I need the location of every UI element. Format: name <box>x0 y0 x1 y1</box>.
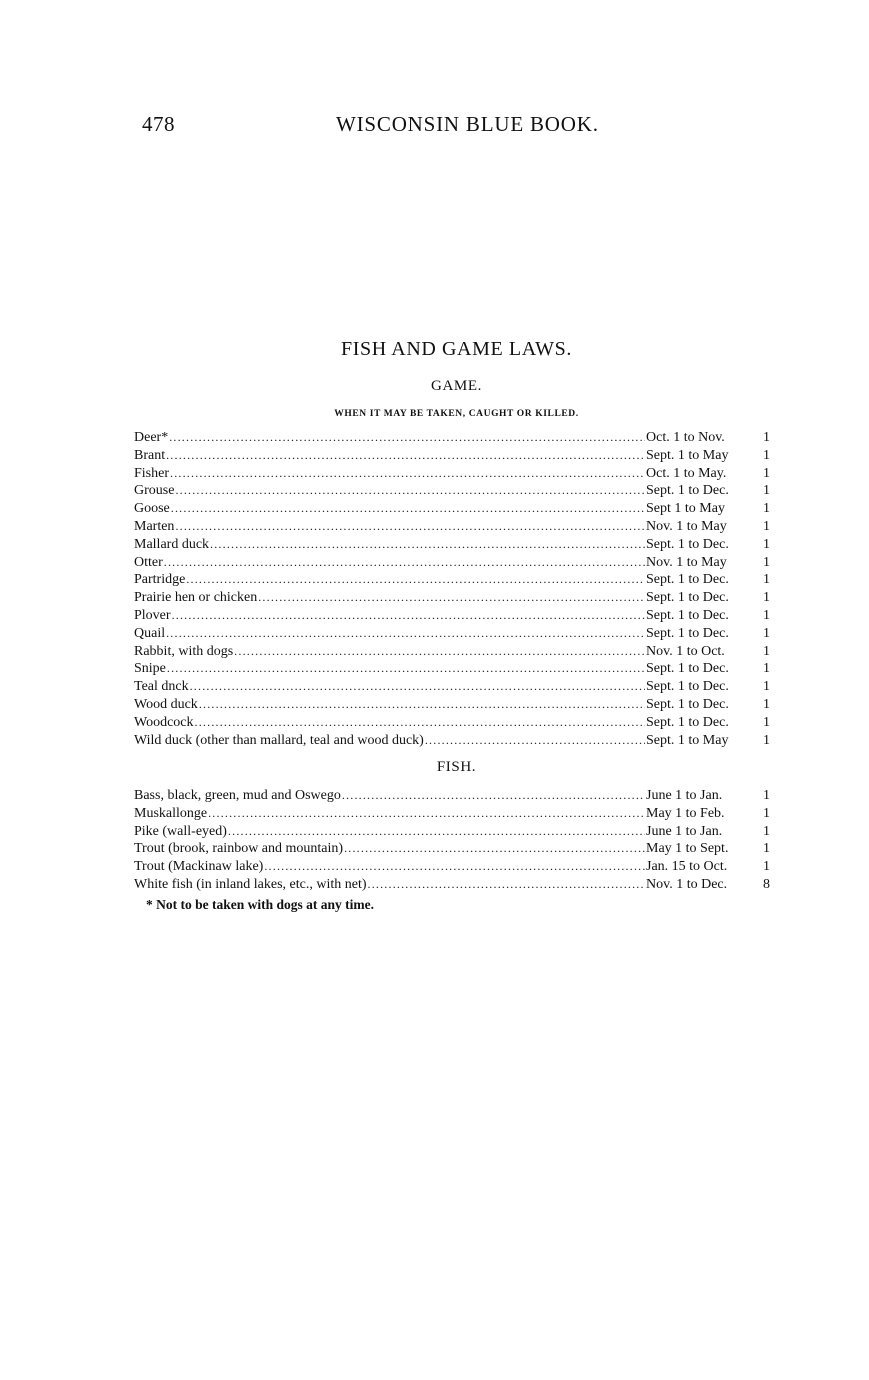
dot-leader <box>258 589 645 607</box>
dot-leader <box>175 482 645 500</box>
table-row <box>134 447 770 465</box>
fish-season: Nov. 1 to Dec. <box>646 876 728 892</box>
dot-leader <box>195 714 645 732</box>
game-count: 1 <box>763 607 770 623</box>
game-name: Mallard duck <box>134 536 210 552</box>
dot-leader <box>342 787 645 805</box>
game-count: 1 <box>763 661 770 677</box>
table-row <box>134 660 770 678</box>
game-name: Deer* <box>134 430 169 445</box>
game-season: Oct. 1 to May. <box>646 465 727 481</box>
game-season: Sept 1 to May <box>646 501 725 517</box>
fish-section-heading: FISH. <box>436 759 477 775</box>
table-row <box>134 571 770 589</box>
table-row <box>134 696 770 714</box>
table-row <box>134 643 770 661</box>
fish-count: 1 <box>763 823 770 839</box>
fish-count: 1 <box>763 788 770 803</box>
game-season: Sept. 1 to Dec. <box>646 536 729 552</box>
page-number: 478 <box>142 112 175 136</box>
dot-leader <box>210 536 645 554</box>
game-count: 1 <box>763 732 770 748</box>
game-count: 1 <box>763 590 770 606</box>
game-season: Nov. 1 to May <box>646 554 727 570</box>
table-row <box>134 536 770 554</box>
table-row <box>134 840 770 858</box>
game-count: 1 <box>763 536 770 552</box>
game-table <box>134 429 770 749</box>
game-name: Brant <box>134 447 166 463</box>
dot-leader <box>166 625 645 643</box>
game-count: 1 <box>763 696 770 712</box>
game-count: 1 <box>763 554 770 570</box>
game-season: Sept. 1 to May <box>646 732 729 748</box>
fish-count: 1 <box>763 805 770 821</box>
game-name: Snipe <box>134 661 166 677</box>
game-count: 1 <box>763 447 770 463</box>
game-season: Sept. 1 to May <box>646 447 729 463</box>
game-count: 1 <box>763 465 770 481</box>
fish-count: 1 <box>763 841 770 857</box>
dot-leader <box>175 518 645 536</box>
game-season: Sept. 1 to Dec. <box>646 625 729 641</box>
dot-leader <box>166 447 645 465</box>
fish-season: June 1 to Jan. <box>646 823 723 839</box>
dot-leader <box>171 500 645 518</box>
dot-leader <box>199 696 645 714</box>
dot-leader <box>170 465 645 483</box>
fish-name: Trout (brook, rainbow and mountain) <box>134 841 344 857</box>
dot-leader <box>228 823 645 841</box>
game-name: Plover <box>134 607 171 623</box>
dot-leader <box>425 732 645 750</box>
game-count: 1 <box>763 518 770 534</box>
dot-leader <box>172 607 645 625</box>
game-season: Nov. 1 to May <box>646 518 727 534</box>
dot-leader <box>167 660 645 678</box>
table-row <box>134 732 770 750</box>
game-count: 1 <box>763 714 770 730</box>
game-name: Wild duck (other than mallard, teal and wood duck) <box>134 732 424 748</box>
dot-leader <box>344 840 645 858</box>
fish-table <box>134 787 770 894</box>
fish-name: White fish (in inland lakes, etc., with net) <box>134 876 367 892</box>
game-count: 1 <box>763 625 770 641</box>
fish-name: Pike (wall-eyed) <box>134 823 227 839</box>
fish-name: Muskallonge <box>134 805 208 821</box>
table-row <box>134 518 770 536</box>
table-row <box>134 554 770 572</box>
fish-season: Jan. 15 to Oct. <box>646 859 728 875</box>
fish-name: Bass, black, green, mud and Oswego <box>134 788 341 803</box>
game-name: Marten <box>134 518 175 534</box>
game-name: Otter <box>134 554 163 570</box>
game-name: Prairie hen or chicken <box>134 590 258 606</box>
game-name: Wood duck <box>134 696 198 712</box>
game-count: 1 <box>763 483 770 499</box>
table-row <box>134 500 770 518</box>
game-name: Quail <box>134 625 166 641</box>
fish-count: 8 <box>763 876 770 892</box>
game-season: Nov. 1 to Oct. <box>646 643 725 659</box>
table-row <box>134 858 770 876</box>
game-count: 1 <box>763 501 770 517</box>
table-row <box>134 482 770 500</box>
game-name: Teal dnck <box>134 679 189 695</box>
table-row <box>134 876 770 894</box>
game-count: 1 <box>763 643 770 659</box>
dot-leader <box>234 643 645 661</box>
table-row <box>134 589 770 607</box>
game-name: Grouse <box>134 483 175 499</box>
game-name: Partridge <box>134 572 186 588</box>
fish-season: June 1 to Jan. <box>646 788 723 803</box>
dot-leader <box>264 858 645 876</box>
dot-leader <box>368 876 646 894</box>
game-name: Goose <box>134 501 170 517</box>
page-title: FISH AND GAME LAWS. <box>341 338 572 360</box>
game-name: Rabbit, with dogs <box>134 643 234 659</box>
game-subheading: WHEN IT MAY BE TAKEN, CAUGHT OR KILLED. <box>334 409 579 419</box>
game-season: Sept. 1 to Dec. <box>646 607 729 623</box>
fish-count: 1 <box>763 859 770 875</box>
dot-leader <box>169 429 645 447</box>
fish-name: Trout (Mackinaw lake) <box>134 859 264 875</box>
game-section-heading: GAME. <box>431 378 482 394</box>
running-head: WISCONSIN BLUE BOOK. <box>336 112 599 136</box>
table-row <box>134 607 770 625</box>
dot-leader <box>186 571 645 589</box>
game-name: Woodcock <box>134 714 194 730</box>
game-count: 1 <box>763 679 770 695</box>
game-count: 1 <box>763 572 770 588</box>
table-row <box>134 625 770 643</box>
game-season: Sept. 1 to Dec. <box>646 483 729 499</box>
game-season: Sept. 1 to Dec. <box>646 590 729 606</box>
table-row <box>134 429 770 447</box>
fish-season: May 1 to Sept. <box>646 841 729 857</box>
dot-leader <box>164 554 645 572</box>
table-row <box>134 465 770 483</box>
footnote: * Not to be taken with dogs at any time. <box>146 897 374 912</box>
game-season: Oct. 1 to Nov. <box>646 430 725 445</box>
dot-leader <box>190 678 645 696</box>
game-season: Sept. 1 to Dec. <box>646 679 729 695</box>
game-name: Fisher <box>134 465 169 481</box>
game-season: Sept. 1 to Dec. <box>646 661 729 677</box>
table-row <box>134 714 770 732</box>
dot-leader <box>208 805 645 823</box>
fish-season: May 1 to Feb. <box>646 805 725 821</box>
table-row <box>134 805 770 823</box>
game-season: Sept. 1 to Dec. <box>646 714 729 730</box>
table-row <box>134 823 770 841</box>
game-season: Sept. 1 to Dec. <box>646 572 729 588</box>
game-count: 1 <box>763 430 770 445</box>
table-row <box>134 787 770 805</box>
game-season: Sept. 1 to Dec. <box>646 696 729 712</box>
table-row <box>134 678 770 696</box>
